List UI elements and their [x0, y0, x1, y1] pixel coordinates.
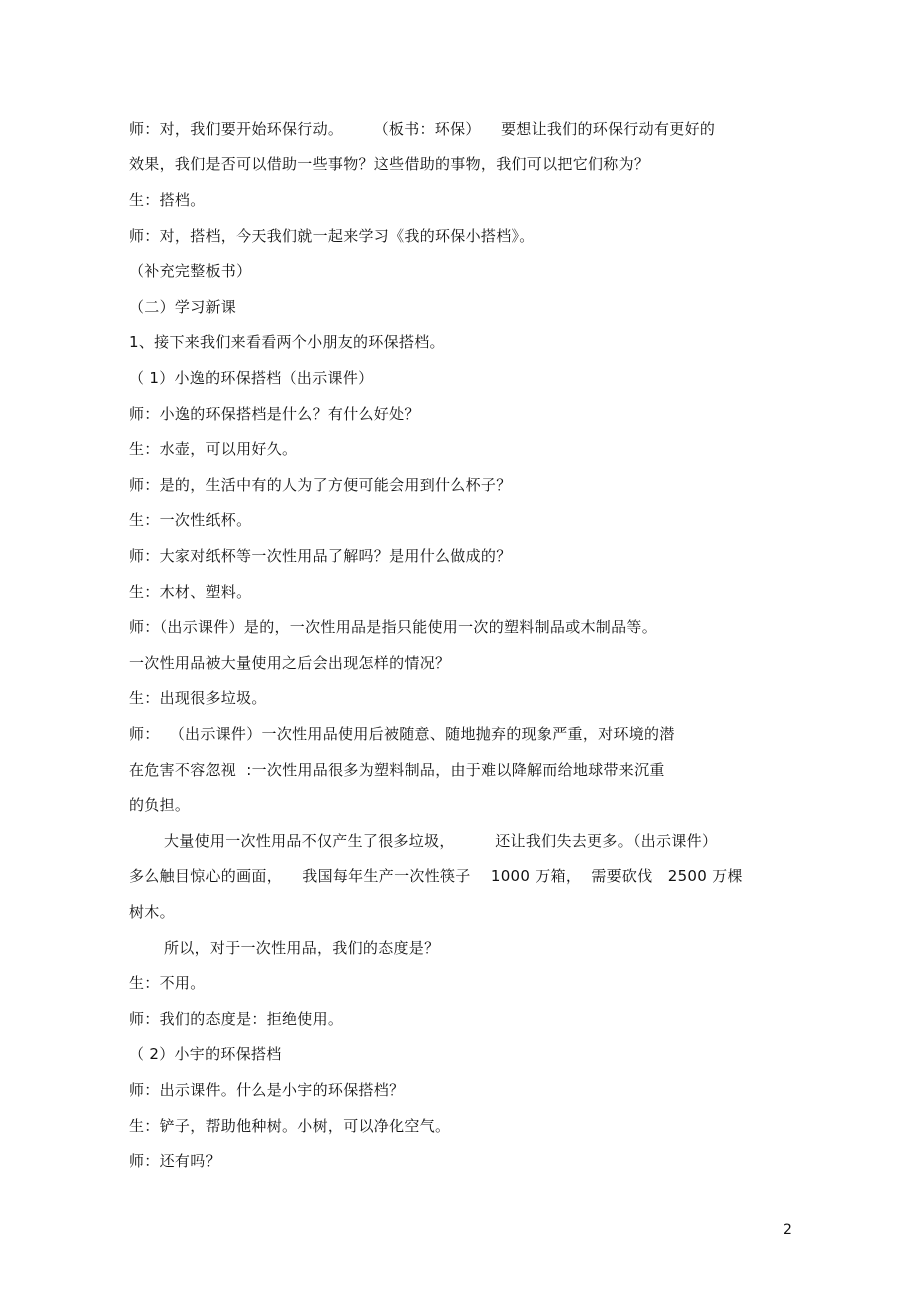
- text-line: 在危害不容忽视 :一次性用品很多为塑料制品，由于难以降解而给地球带来沉重: [129, 761, 665, 779]
- text-line: 生：搭档。: [129, 191, 206, 209]
- text-line: （补充完整板书）: [129, 262, 252, 280]
- text-line: 师：是的，生活中有的人为了方便可能会用到什么杯子？: [129, 476, 512, 494]
- page-number: 2: [783, 1222, 792, 1238]
- section-heading: （二）学习新课: [129, 298, 237, 316]
- text-line: 生：一次性纸杯。: [129, 511, 252, 529]
- text-line: 师：对，我们要开始环保行动。 （板书：环保） 要想让我们的环保行动有更好的: [129, 120, 716, 138]
- subsection-heading: （ 2）小宇的环保搭档: [129, 1045, 282, 1063]
- text-line: 师：还有吗？: [129, 1152, 221, 1170]
- text-line: 师：小逸的环保搭档是什么？有什么好处？: [129, 405, 420, 423]
- text-line: 师：我们的态度是：拒绝使用。: [129, 1010, 344, 1028]
- text-line: 生：水壶，可以用好久。: [129, 440, 298, 458]
- subsection-heading: （ 1）小逸的环保搭档（出示课件）: [129, 369, 374, 387]
- text-line: 生：木材、塑料。: [129, 583, 252, 601]
- text-line: 效果，我们是否可以借助一些事物？这些借助的事物，我们可以把它们称为？: [129, 155, 650, 173]
- text-line: 师：（出示课件）是的，一次性用品是指只能使用一次的塑料制品或木制品等。: [129, 618, 658, 636]
- text-line: 的负担。: [129, 796, 191, 814]
- text-line: 师：出示课件。什么是小宇的环保搭档？: [129, 1081, 405, 1099]
- text-line: 大量使用一次性用品不仅产生了很多垃圾， 还让我们失去更多。（出示课件）: [164, 832, 718, 850]
- text-line: 生：出现很多垃圾。: [129, 689, 267, 707]
- text-line: 树木。: [129, 903, 175, 921]
- text-line: 生：不用。: [129, 974, 206, 992]
- text-line: 师：大家对纸杯等一次性用品了解吗？是用什么做成的？: [129, 547, 512, 565]
- text-line: 所以，对于一次性用品，我们的态度是？: [164, 939, 440, 957]
- text-line: 1、接下来我们来看看两个小朋友的环保搭档。: [129, 333, 445, 351]
- text-line: 生：铲子，帮助他种树。小树，可以净化空气。: [129, 1117, 451, 1135]
- text-line: 师：对，搭档，今天我们就一起来学习《我的环保小搭档》。: [129, 227, 535, 245]
- text-line: 多么触目惊心的画面， 我国每年生产一次性筷子 1000 万箱， 需要砍伐 2500 万棵: [129, 867, 743, 885]
- text-line: 一次性用品被大量使用之后会出现怎样的情况？: [129, 654, 451, 672]
- text-line: 师： （出示课件）一次性用品使用后被随意、随地抛弃的现象严重，对环境的潜: [129, 725, 675, 743]
